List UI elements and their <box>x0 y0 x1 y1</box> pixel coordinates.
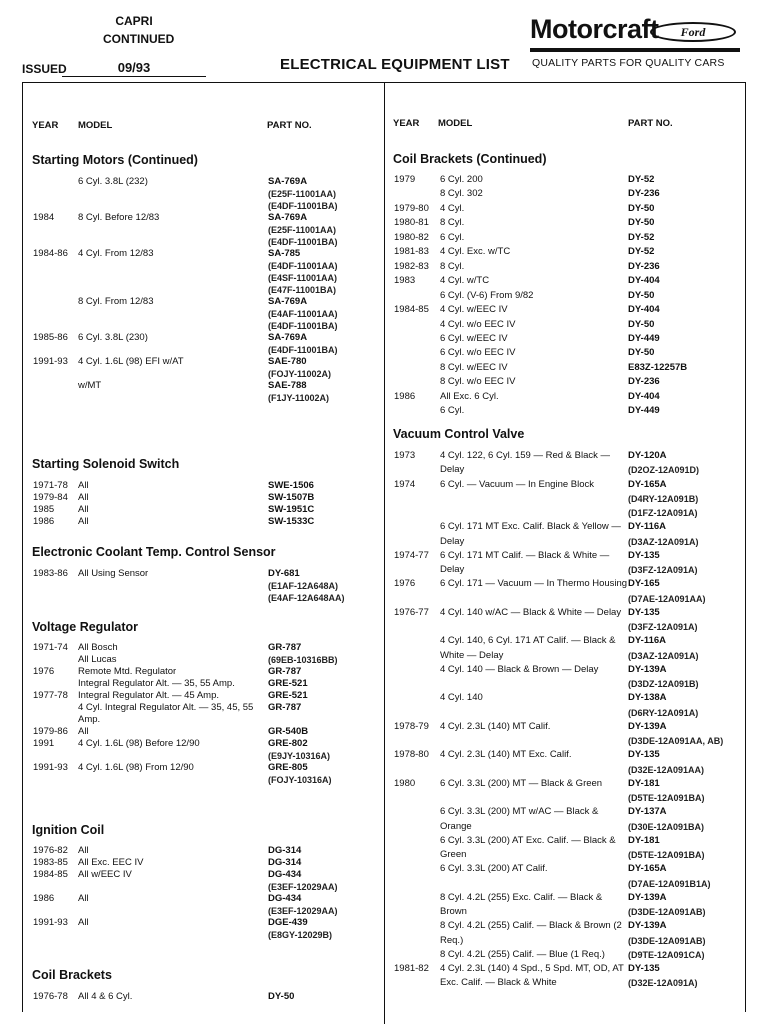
section-title: Starting Solenoid Switch <box>32 457 180 471</box>
model-cell: 6 Cyl. w/EEC IV <box>440 332 508 344</box>
year-cell: 1991-93 <box>33 356 68 367</box>
part-number: SA-769A <box>268 296 308 307</box>
year-cell: 1984-85 <box>394 304 429 316</box>
part-number: (E9JY-10316A) <box>268 751 331 761</box>
part-number: DY-165 <box>628 578 660 590</box>
year-cell: 1977-78 <box>33 690 68 701</box>
make-line-2: CONTINUED <box>103 32 175 46</box>
model-cell: 4 Cyl. 2.3L (140) 4 Spd., 5 Spd. MT, OD, AT <box>440 963 624 974</box>
model-cell: 6 Cyl. <box>440 231 465 243</box>
part-number: (E8GY-12029B) <box>268 930 333 940</box>
model-cell: All <box>78 893 89 904</box>
model-cell: All Using Sensor <box>78 568 149 579</box>
model-cell: All <box>78 480 89 491</box>
part-number: GRE-521 <box>268 678 308 689</box>
model-cell: All <box>78 516 89 527</box>
part-number: (E4DF-11001AA) <box>268 261 338 271</box>
part-number: (E4DF-11001BA) <box>268 321 338 331</box>
model-cell: 4 Cyl. 1.6L (98) EFI w/AT <box>78 356 184 367</box>
year-cell: 1976 <box>33 666 55 677</box>
model-cell: w/MT <box>78 380 102 391</box>
year-cell: 1976-78 <box>33 991 68 1002</box>
part-number: (D3FZ-12A091A) <box>628 622 698 632</box>
part-number: DY-135 <box>628 549 660 561</box>
part-number: (E4DF-11001BA) <box>268 201 338 211</box>
year-cell: 1978-80 <box>394 749 429 761</box>
part-number: (FOJY-11002A) <box>268 369 332 379</box>
part-number: DY-135 <box>628 749 660 761</box>
part-number: SAE-780 <box>268 356 307 367</box>
part-number: (D7AE-12A091B1A) <box>628 878 711 889</box>
model-cell: 4 Cyl. w/o EEC IV <box>440 318 516 330</box>
part-number: SA-769A <box>268 332 308 343</box>
model-cell: 8 Cyl. 4.2L (255) Calif. — Blue (1 Req.) <box>440 948 605 960</box>
year-cell: 1976-77 <box>394 606 429 618</box>
part-number: SW-1951C <box>268 504 315 515</box>
part-number: (E25F-11001AA) <box>268 189 337 199</box>
model-cell: 4 Cyl. Exc. w/TC <box>440 246 511 258</box>
model-cell: 4 Cyl. From 12/83 <box>78 248 154 259</box>
part-number: DY-139A <box>628 891 667 903</box>
part-number: (D3DE-12A091AB) <box>628 935 706 946</box>
model-cell: Green <box>440 849 467 860</box>
part-number: (D3FZ-12A091A) <box>628 565 698 575</box>
issued-label: ISSUED <box>22 62 67 76</box>
part-number: DY-137A <box>628 806 667 818</box>
part-number: (D3DE-12A091AB) <box>628 907 706 917</box>
part-number: (D1FZ-12A091A) <box>628 508 698 518</box>
part-number: DG-314 <box>268 857 302 868</box>
model-cell: All w/EEC IV <box>78 869 132 880</box>
year-cell: 1982-83 <box>394 260 429 272</box>
part-number: SAE-788 <box>268 380 307 391</box>
model-cell: 6 Cyl. 3.8L (230) <box>78 332 148 343</box>
section-title: Coil Brackets (Continued) <box>393 152 547 166</box>
part-number: (E25F-11001AA) <box>268 225 337 235</box>
model-cell: All Bosch <box>78 642 118 653</box>
part-number: (E4DF-11001BA) <box>268 345 338 355</box>
model-cell: 8 Cyl. w/o EEC IV <box>440 376 516 388</box>
column-divider <box>384 82 385 1024</box>
part-number: DY-50 <box>628 347 655 359</box>
model-cell: Brown <box>440 906 467 917</box>
part-number: GR-540B <box>268 726 309 737</box>
brand-tagline: QUALITY PARTS FOR QUALITY CARS <box>532 57 725 69</box>
part-number: (D5TE-12A091BA) <box>628 850 705 860</box>
year-cell: 1991-93 <box>33 917 68 928</box>
year-cell: 1991 <box>33 738 55 749</box>
year-cell: 1976 <box>394 578 416 590</box>
year-cell: 1984-85 <box>33 869 68 880</box>
part-number: (D3DE-12A091AA, AB) <box>628 736 724 746</box>
part-number: DY-165A <box>628 863 667 875</box>
part-number: DY-236 <box>628 260 660 272</box>
model-cell: 8 Cyl. 4.2L (255) Calif. — Black & Brown (2 <box>440 920 622 932</box>
model-cell: 8 Cyl. 4.2L (255) Exc. Calif. — Black & <box>440 891 603 903</box>
part-number: SA-769A <box>268 212 308 223</box>
right-part-header: PART NO. <box>628 118 673 129</box>
model-cell: 6 Cyl. <box>440 405 465 417</box>
part-number: DY-181 <box>628 834 660 846</box>
year-cell: 1980-81 <box>394 217 429 229</box>
year-cell: 1979-84 <box>33 492 68 503</box>
part-number: DY-120A <box>628 450 667 461</box>
model-cell: All Exc. 6 Cyl. <box>440 390 499 402</box>
model-cell: 4 Cyl. 1.6L (98) From 12/90 <box>78 762 194 773</box>
model-cell: 4 Cyl. 2.3L (140) MT Exc. Calif. <box>440 749 572 761</box>
model-cell: Delay <box>440 535 465 547</box>
model-cell: All 4 & 6 Cyl. <box>78 991 133 1002</box>
part-number: DY-50 <box>268 991 295 1002</box>
part-number: DY-50 <box>628 217 655 229</box>
part-number: (E47F-11001BA) <box>268 285 337 295</box>
model-cell: 6 Cyl. w/o EEC IV <box>440 347 516 359</box>
part-number: (FOJY-10316A) <box>268 775 332 785</box>
year-cell: 1985 <box>33 504 55 515</box>
make-line-1: CAPRI <box>115 14 153 28</box>
part-number: DY-404 <box>628 390 660 402</box>
page-title: ELECTRICAL EQUIPMENT LIST <box>280 56 510 73</box>
part-number: (E3EF-12029AA) <box>268 882 338 892</box>
part-number: DY-52 <box>628 231 655 243</box>
model-cell: 8 Cyl. w/EEC IV <box>440 361 508 373</box>
model-cell: 6 Cyl. 171 — Vacuum — In Thermo Housing <box>440 578 628 590</box>
brand-underline <box>530 48 740 52</box>
part-number: (D32E-12A091AA) <box>628 764 705 775</box>
make-heading <box>103 12 175 48</box>
part-number: GR-787 <box>268 702 302 713</box>
part-number: DY-165A <box>628 478 667 490</box>
year-cell: 1983-86 <box>33 568 68 579</box>
model-cell: 4 Cyl. w/TC <box>440 275 490 287</box>
part-number: DY-404 <box>628 304 660 316</box>
part-number: (E4AF-11001AA) <box>268 309 338 319</box>
model-cell: Exc. Calif. — Black & White <box>440 977 557 989</box>
model-cell: All <box>78 917 89 928</box>
part-number: (D4RY-12A091B) <box>628 493 699 504</box>
part-number: DG-314 <box>268 845 302 856</box>
part-number: DY-116A <box>628 635 667 647</box>
year-cell: 1984-86 <box>33 248 68 259</box>
section-title: Ignition Coil <box>32 823 105 837</box>
model-cell: Req.) <box>440 934 464 946</box>
model-cell: Amp. <box>78 714 101 725</box>
year-cell: 1981-83 <box>394 246 429 258</box>
model-cell: Remote Mtd. Regulator <box>78 666 177 677</box>
section-title: Vacuum Control Valve <box>393 427 525 441</box>
part-number: DY-139A <box>628 663 667 675</box>
part-number: DY-449 <box>628 405 660 417</box>
year-cell: 1980 <box>394 777 416 789</box>
part-number: DY-50 <box>628 289 655 301</box>
part-number: GR-787 <box>268 642 302 653</box>
part-number: GRE-805 <box>268 762 308 773</box>
right-year-header: YEAR <box>393 118 420 129</box>
part-number: (D7AE-12A091AA) <box>628 593 706 604</box>
model-cell: 4 Cyl. 140 <box>440 692 483 704</box>
part-number: GR-787 <box>268 666 302 677</box>
model-cell: 6 Cyl. 3.3L (200) AT Calif. <box>440 863 548 875</box>
model-cell: 4 Cyl. 1.6L (98) Before 12/90 <box>78 738 200 749</box>
year-cell: 1971-74 <box>33 642 68 653</box>
model-cell: 8 Cyl. Before 12/83 <box>78 212 160 223</box>
left-model-header: MODEL <box>78 120 113 131</box>
year-cell: 1974 <box>394 478 416 490</box>
part-number: (D2OZ-12A091D) <box>628 465 700 476</box>
year-cell: 1984 <box>33 212 55 223</box>
left-part-header: PART NO. <box>267 120 312 131</box>
part-number: (D9TE-12A091CA) <box>628 949 705 960</box>
part-number: DY-236 <box>628 188 660 200</box>
ford-oval-logo: Ford <box>650 22 736 42</box>
part-number: SA-785 <box>268 248 301 259</box>
model-cell: All <box>78 726 89 737</box>
model-cell: 6 Cyl. — Vacuum — In Engine Block <box>440 478 594 490</box>
model-cell: 8 Cyl. <box>440 217 465 229</box>
model-cell: 4 Cyl. w/EEC IV <box>440 304 508 316</box>
part-number: DY-449 <box>628 332 660 344</box>
model-cell: 6 Cyl. 3.3L (200) MT w/AC — Black & <box>440 806 599 818</box>
part-number: (D3DZ-12A091B) <box>628 679 699 689</box>
part-number: (E4SF-11001AA) <box>268 273 338 283</box>
year-cell: 1973 <box>394 450 416 461</box>
model-cell: 6 Cyl. 3.3L (200) AT Exc. Calif. — Black & <box>440 834 616 846</box>
part-number: (D6RY-12A091A) <box>628 707 699 718</box>
left-year-header: YEAR <box>32 120 59 131</box>
part-number: DY-181 <box>628 777 660 789</box>
year-cell: 1986 <box>33 893 55 904</box>
year-cell: 1986 <box>394 390 416 402</box>
year-cell: 1976-82 <box>33 845 68 856</box>
section-title: Electronic Coolant Temp. Control Sensor <box>32 545 276 559</box>
model-cell: Delay <box>440 564 465 575</box>
year-cell: 1985-86 <box>33 332 68 343</box>
model-cell: Integral Regulator Alt. — 35, 55 Amp. <box>78 678 235 689</box>
model-cell: Delay <box>440 464 465 476</box>
part-number: GRE-802 <box>268 738 308 749</box>
model-cell: Orange <box>440 820 472 832</box>
part-number: DY-135 <box>628 963 660 974</box>
model-cell: 4 Cyl. 2.3L (140) MT Calif. <box>440 720 551 732</box>
section-title: Coil Brackets <box>32 968 112 982</box>
year-cell: 1983-85 <box>33 857 68 868</box>
part-number: SA-769A <box>268 176 308 187</box>
model-cell: 8 Cyl. 302 <box>440 188 483 200</box>
model-cell: All <box>78 845 89 856</box>
part-number: SW-1533C <box>268 516 315 527</box>
part-number: E83Z-12257B <box>628 361 688 373</box>
model-cell: 6 Cyl. 200 <box>440 174 483 185</box>
issued-date: 09/93 <box>62 60 206 77</box>
model-cell: 4 Cyl. Integral Regulator Alt. — 35, 45, 55 <box>78 702 254 713</box>
part-number: (E3EF-12029AA) <box>268 906 338 916</box>
part-number: SWE-1506 <box>268 480 314 491</box>
part-number: DY-236 <box>628 376 660 388</box>
part-number: (E4DF-11001BA) <box>268 237 338 247</box>
year-cell: 1971-78 <box>33 480 68 491</box>
part-number: (D5TE-12A091BA) <box>628 793 705 803</box>
part-number: (D30E-12A091BA) <box>628 821 705 832</box>
model-cell: 6 Cyl. 171 MT Calif. — Black & White — <box>440 549 610 561</box>
part-number: DY-52 <box>628 174 655 185</box>
part-number: DGE-439 <box>268 917 308 928</box>
model-cell: 6 Cyl. 171 MT Exc. Calif. Black & Yellow — <box>440 521 621 533</box>
model-cell: 8 Cyl. <box>440 260 465 272</box>
model-cell: Integral Regulator Alt. — 45 Amp. <box>78 690 219 701</box>
part-number: DY-138A <box>628 692 667 704</box>
section-title: Voltage Regulator <box>32 620 139 634</box>
part-number: DY-139A <box>628 920 667 932</box>
part-number: SW-1507B <box>268 492 315 503</box>
year-cell: 1979-80 <box>394 202 429 214</box>
part-number: DG-434 <box>268 893 302 904</box>
part-number: DY-50 <box>628 202 655 214</box>
year-cell: 1974-77 <box>394 549 429 561</box>
part-number: (E4AF-12A648AA) <box>268 593 345 603</box>
part-number: (69EB-10316BB) <box>268 655 338 665</box>
year-cell: 1983 <box>394 275 416 287</box>
model-cell: 6 Cyl. 3.3L (200) MT — Black & Green <box>440 777 603 789</box>
year-cell: 1986 <box>33 516 55 527</box>
model-cell: 6 Cyl. (V-6) From 9/82 <box>440 289 534 301</box>
part-number: DY-139A <box>628 720 667 732</box>
model-cell: 8 Cyl. From 12/83 <box>78 296 154 307</box>
model-cell: All <box>78 504 89 515</box>
part-number: (F1JY-11002A) <box>268 393 330 403</box>
part-number: DY-50 <box>628 318 655 330</box>
part-number: DY-681 <box>268 568 300 579</box>
model-cell: White — Delay <box>440 649 504 661</box>
model-cell: All <box>78 492 89 503</box>
part-number: (D3AZ-12A091A) <box>628 536 699 547</box>
part-number: DG-434 <box>268 869 302 880</box>
part-number: DY-116A <box>628 521 667 533</box>
model-cell: 4 Cyl. 140 w/AC — Black & White — Delay <box>440 606 622 618</box>
brand-logo: Motorcraft <box>530 14 659 44</box>
model-cell: 4 Cyl. 140 — Black & Brown — Delay <box>440 663 599 675</box>
right-model-header: MODEL <box>438 118 473 129</box>
part-number: DY-52 <box>628 246 655 258</box>
section-title: Starting Motors (Continued) <box>32 153 198 167</box>
model-cell: 4 Cyl. <box>440 202 465 214</box>
part-number: (D32E-12A091A) <box>628 978 698 989</box>
year-cell: 1979-86 <box>33 726 68 737</box>
year-cell: 1978-79 <box>394 720 429 732</box>
model-cell: 4 Cyl. 140, 6 Cyl. 171 AT Calif. — Black & <box>440 635 616 647</box>
year-cell: 1980-82 <box>394 231 429 243</box>
part-number: DY-404 <box>628 275 660 287</box>
year-cell: 1981-82 <box>394 963 429 974</box>
model-cell: 4 Cyl. 122, 6 Cyl. 159 — Red & Black — <box>440 450 611 461</box>
model-cell: All Exc. EEC IV <box>78 857 144 868</box>
model-cell: 6 Cyl. 3.8L (232) <box>78 176 148 187</box>
year-cell: 1979 <box>394 174 416 185</box>
year-cell: 1991-93 <box>33 762 68 773</box>
part-number: DY-135 <box>628 606 660 618</box>
part-number: (D3AZ-12A091A) <box>628 650 699 661</box>
part-number: GRE-521 <box>268 690 308 701</box>
part-number: (E1AF-12A648A) <box>268 581 339 591</box>
model-cell: All Lucas <box>78 654 117 665</box>
